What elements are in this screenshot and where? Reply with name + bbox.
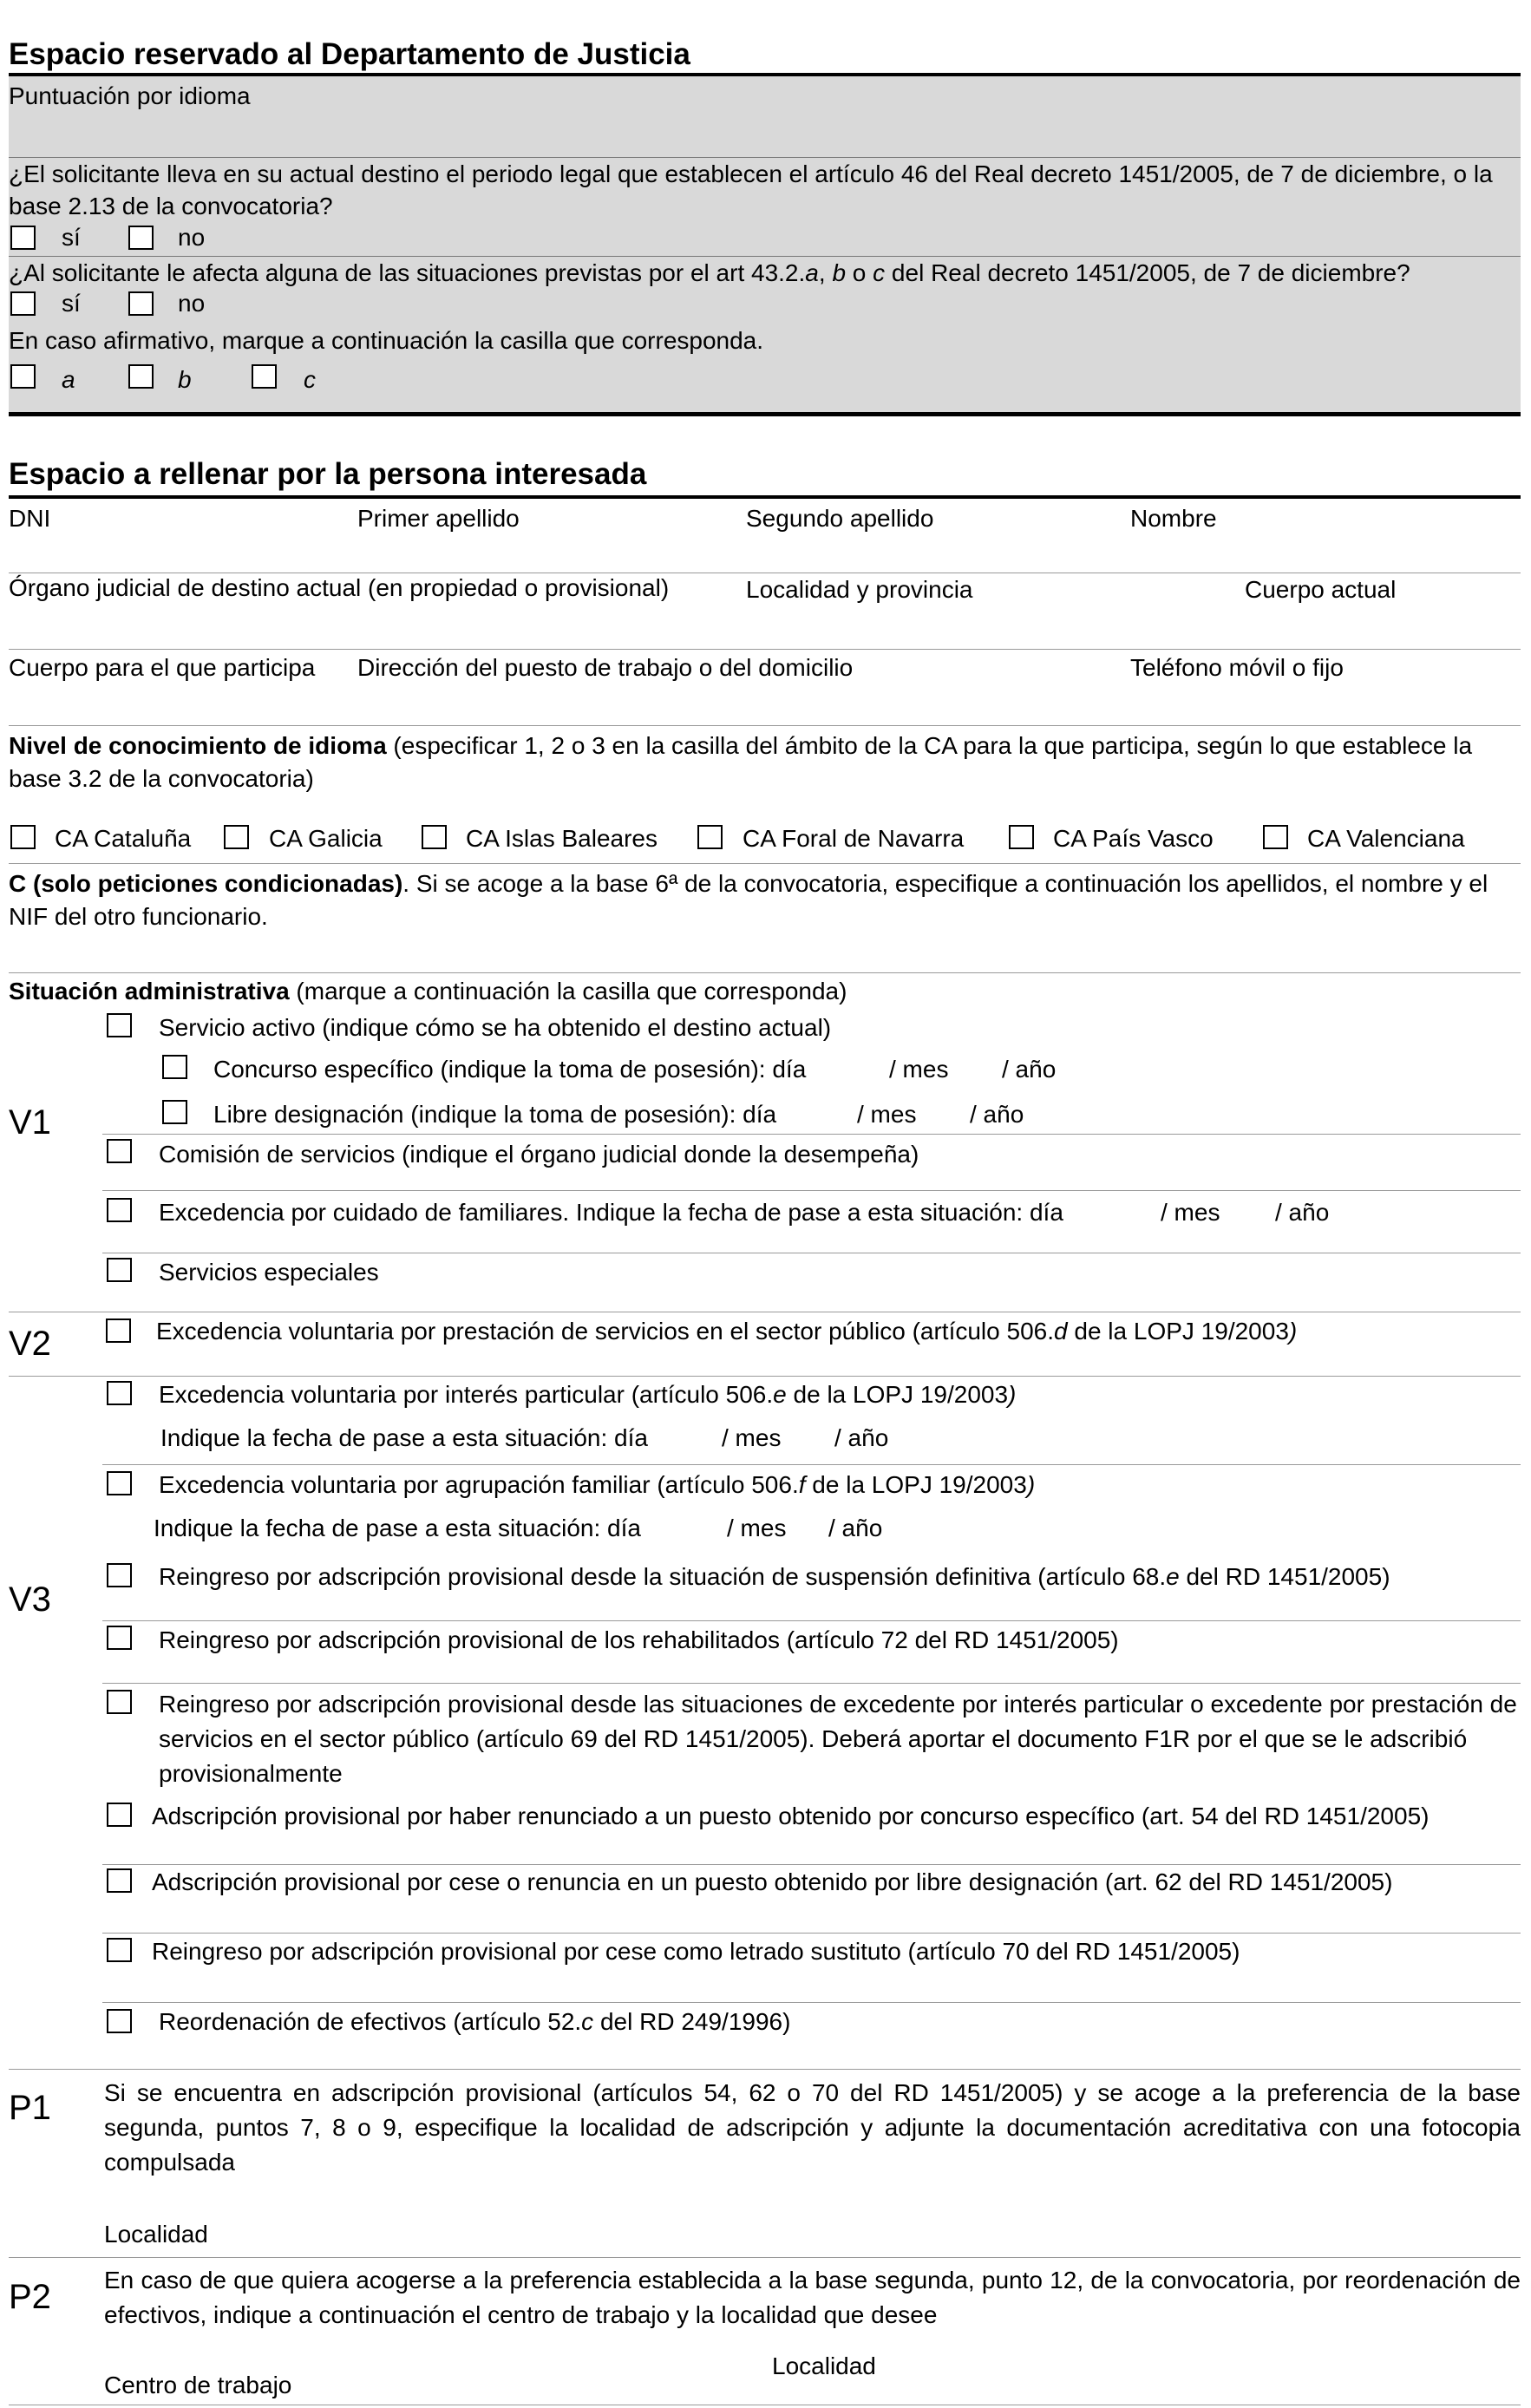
- cuerpo-participa-label: Cuerpo para el que participa: [9, 654, 316, 681]
- option-a-checkbox[interactable]: [10, 364, 36, 389]
- option-c-label: c: [304, 366, 316, 393]
- renunciado-checkbox[interactable]: [107, 1803, 132, 1827]
- reordenacion-label: Reordenación de efectivos (artículo 52.c del RD 249/1996): [159, 2008, 791, 2035]
- agrupacion-familiar-label: Excedencia voluntaria por agrupación familiar (artículo 506.f de la LOPJ 19/2003): [159, 1471, 1036, 1498]
- concurso-label: Concurso específico (indique la toma de posesión): día: [213, 1056, 807, 1083]
- ca-baleares-label: CA Islas Baleares: [466, 825, 658, 852]
- interes-mes: / mes: [722, 1424, 782, 1451]
- segundo-apellido-label: Segundo apellido: [746, 505, 934, 532]
- cuidado-mes: / mes: [1161, 1199, 1220, 1226]
- question-periodo-legal: ¿El solicitante lleva en su actual destino el periodo legal que establecen el artículo 46 del Real decreto 1451/2005, de 7 de diciembre, o la base 2.13 de la convocatoria?: [9, 160, 1493, 219]
- ca-cataluna-checkbox[interactable]: [10, 825, 36, 849]
- option-b-label: b: [178, 366, 192, 393]
- cese-libre-label: Adscripción provisional por cese o renuncia en un puesto obtenido por libre designación (art. 62 del RD 1451/2005): [152, 1868, 1393, 1895]
- excedente-label: Reingreso por adscripción provisional desde las situaciones de excedente por interés particular o excedente por prestación de servicios en el sector público (artículo 69 del RD 1451/2005). Deberá aportar el documento F1R por el que se le adscribió provisionalmente: [159, 1691, 1517, 1787]
- language-level-text: [9, 730, 1521, 795]
- interes-anio: / año: [834, 1424, 889, 1451]
- servicio-activo-checkbox[interactable]: [107, 1013, 132, 1037]
- cese-libre-checkbox[interactable]: [107, 1868, 132, 1893]
- admin-situation-text: [9, 976, 847, 1007]
- divider: [9, 725, 1521, 726]
- ca-galicia-label: CA Galicia: [269, 825, 383, 852]
- ca-valenciana-label: CA Valenciana: [1307, 825, 1465, 852]
- option-b-checkbox[interactable]: [128, 364, 154, 389]
- divider: [9, 649, 1521, 650]
- dni-label: DNI: [9, 505, 51, 532]
- justice-shaded-area: [9, 76, 1521, 413]
- p1-label: P1: [9, 2089, 51, 2127]
- cuerpo-actual-label: Cuerpo actual: [1245, 576, 1397, 603]
- excedente-checkbox[interactable]: [107, 1690, 132, 1714]
- divider: [9, 2257, 1521, 2258]
- applicant-heading: Espacio a rellenar por la persona interesada: [9, 457, 647, 491]
- organo-label: Órgano judicial de destino actual (en propiedad o provisional): [9, 574, 670, 601]
- ca-valenciana-checkbox[interactable]: [1263, 825, 1288, 849]
- ca-baleares-checkbox[interactable]: [422, 825, 447, 849]
- p2-text: En caso de que quiera acogerse a la preferencia establecida a la base segunda, punto 12, de la convocatoria, por reordenación de efectivos, indique a continuación el centro de trabajo y la localidad que desee: [104, 2267, 1521, 2328]
- interes-particular-label: Excedencia voluntaria por interés particular (artículo 506.e de la LOPJ 19/2003): [159, 1381, 1017, 1408]
- libre-designacion-checkbox[interactable]: [162, 1100, 187, 1124]
- divider: [102, 1864, 1521, 1865]
- comision-checkbox[interactable]: [107, 1139, 132, 1163]
- language-level-title: Nivel de conocimiento de idioma: [9, 732, 387, 759]
- conditional-desc: . Si se acoge a la base 6ª de la convocatoria, especifique a continuación los apellidos, el nombre y el NIF del otro funcionario.: [9, 870, 1488, 930]
- p2-centro-label: Centro de trabajo: [104, 2372, 292, 2398]
- p2-localidad-label: Localidad: [772, 2352, 876, 2379]
- p1-text: Si se encuentra en adscripción provisional (artículos 54, 62 o 70 del RD 1451/2005) y se acoge a la preferencia de la base segunda, puntos 7, 8 o 9, especifique la localidad de adscripción y adjunte la documentación acreditativa con una fotocopia compulsada: [104, 2079, 1521, 2176]
- libre-mes: / mes: [857, 1101, 917, 1128]
- admin-situation-title: Situación administrativa: [9, 978, 290, 1004]
- libre-designacion-label: Libre designación (indique la toma de posesión): día: [213, 1101, 777, 1128]
- v2-label: V2: [9, 1325, 51, 1363]
- q1-si-label: sí: [62, 224, 81, 251]
- nombre-label: Nombre: [1130, 505, 1217, 532]
- q2-no-label: no: [178, 290, 206, 317]
- interes-fecha-label: Indique la fecha de pase a esta situación: día: [160, 1424, 648, 1451]
- q2-si-checkbox[interactable]: [10, 291, 36, 316]
- cuidado-familiares-label: Excedencia por cuidado de familiares. Indique la fecha de pase a esta situación: día: [159, 1199, 1063, 1226]
- ca-pais-vasco-label: CA País Vasco: [1053, 825, 1214, 852]
- letrado-label: Reingreso por adscripción provisional por cese como letrado sustituto (artículo 70 del RD 1451/2005): [152, 1938, 1240, 1965]
- renunciado-label: Adscripción provisional por haber renunciado a un puesto obtenido por concurso específico (art. 54 del RD 1451/2005): [152, 1803, 1430, 1829]
- option-c-checkbox[interactable]: [252, 364, 277, 389]
- q2-si-label: sí: [62, 290, 81, 317]
- v2-sector-publico-checkbox[interactable]: [106, 1319, 131, 1343]
- divider: [102, 1933, 1521, 1934]
- telefono-label: Teléfono móvil o fijo: [1130, 654, 1344, 681]
- divider: [9, 972, 1521, 973]
- question-situaciones: ¿Al solicitante le afecta alguna de las situaciones previstas por el art 43.2.a, b o c del Real decreto 1451/2005, de 7 de diciembre?: [9, 259, 1410, 286]
- libre-anio: / año: [970, 1101, 1024, 1128]
- admin-situation-desc: (marque a continuación la casilla que corresponda): [289, 978, 847, 1004]
- rehabilitados-checkbox[interactable]: [107, 1626, 132, 1650]
- letrado-checkbox[interactable]: [107, 1938, 132, 1962]
- divider: [9, 2069, 1521, 2070]
- conditional-text: [9, 867, 1521, 933]
- heading-rule: [9, 495, 1521, 499]
- localidad-provincia-label: Localidad y provincia: [746, 576, 973, 603]
- divider: [102, 1190, 1521, 1191]
- q1-no-label: no: [178, 224, 206, 251]
- divider: [9, 863, 1521, 864]
- puntuacion-label: Puntuación por idioma: [9, 82, 251, 109]
- q1-no-checkbox[interactable]: [128, 226, 154, 250]
- servicios-especiales-label: Servicios especiales: [159, 1259, 379, 1286]
- v1-label: V1: [9, 1103, 51, 1142]
- justice-heading: Espacio reservado al Departamento de Justicia: [9, 37, 690, 71]
- language-level-desc: (especificar 1, 2 o 3 en la casilla del ámbito de la CA para la que participa, según lo que establece la base 3.2 de la convocatoria): [9, 732, 1473, 792]
- cuidado-anio: / año: [1275, 1199, 1330, 1226]
- q1-si-checkbox[interactable]: [10, 226, 36, 250]
- agrupacion-mes: / mes: [727, 1515, 787, 1541]
- v2-sector-publico-label: Excedencia voluntaria por prestación de servicios en el sector público (artículo 506.d de la LOPJ 19/2003): [156, 1318, 1298, 1345]
- v3-label: V3: [9, 1580, 51, 1619]
- ca-cataluna-label: CA Cataluña: [55, 825, 192, 852]
- suspension-checkbox[interactable]: [107, 1563, 132, 1587]
- cuidado-familiares-checkbox[interactable]: [107, 1198, 132, 1222]
- section-rule: [9, 412, 1521, 416]
- interes-particular-checkbox[interactable]: [107, 1381, 132, 1405]
- divider: [102, 1620, 1521, 1621]
- divider: [102, 1683, 1521, 1684]
- ca-galicia-checkbox[interactable]: [224, 825, 249, 849]
- agrupacion-anio: / año: [828, 1515, 883, 1541]
- rehabilitados-label: Reingreso por adscripción provisional de los rehabilitados (artículo 72 del RD 1451/2005): [159, 1626, 1119, 1653]
- ca-pais-vasco-checkbox[interactable]: [1009, 825, 1034, 849]
- divider: [9, 256, 1521, 257]
- agrupacion-fecha-label: Indique la fecha de pase a esta situación: día: [154, 1515, 641, 1541]
- concurso-mes: / mes: [889, 1056, 949, 1083]
- divider: [102, 1134, 1521, 1135]
- ca-navarra-label: CA Foral de Navarra: [743, 825, 965, 852]
- divider: [102, 2002, 1521, 2003]
- concurso-anio: / año: [1002, 1056, 1057, 1083]
- option-a-label: a: [62, 366, 75, 393]
- primer-apellido-label: Primer apellido: [357, 505, 520, 532]
- agrupacion-familiar-checkbox[interactable]: [107, 1471, 132, 1495]
- divider: [102, 1464, 1521, 1465]
- concurso-checkbox[interactable]: [162, 1055, 187, 1079]
- servicios-especiales-checkbox[interactable]: [107, 1258, 132, 1282]
- reordenacion-checkbox[interactable]: [107, 2009, 132, 2033]
- comision-label: Comisión de servicios (indique el órgano judicial donde la desempeña): [159, 1141, 919, 1168]
- p2-label: P2: [9, 2278, 51, 2316]
- q2-no-checkbox[interactable]: [128, 291, 154, 316]
- servicio-activo-label: Servicio activo (indique cómo se ha obtenido el destino actual): [159, 1014, 832, 1041]
- ca-navarra-checkbox[interactable]: [697, 825, 723, 849]
- p1-localidad-label: Localidad: [104, 2221, 208, 2248]
- suspension-label: Reingreso por adscripción provisional desde la situación de suspensión definitiva (artículo 68.e del RD 1451/2005): [159, 1563, 1390, 1590]
- direccion-label: Dirección del puesto de trabajo o del domicilio: [357, 654, 854, 681]
- divider: [9, 1376, 1521, 1377]
- afirmativo-instruction: En caso afirmativo, marque a continuación la casilla que corresponda.: [9, 327, 764, 354]
- conditional-title: C (solo peticiones condicionadas): [9, 870, 403, 897]
